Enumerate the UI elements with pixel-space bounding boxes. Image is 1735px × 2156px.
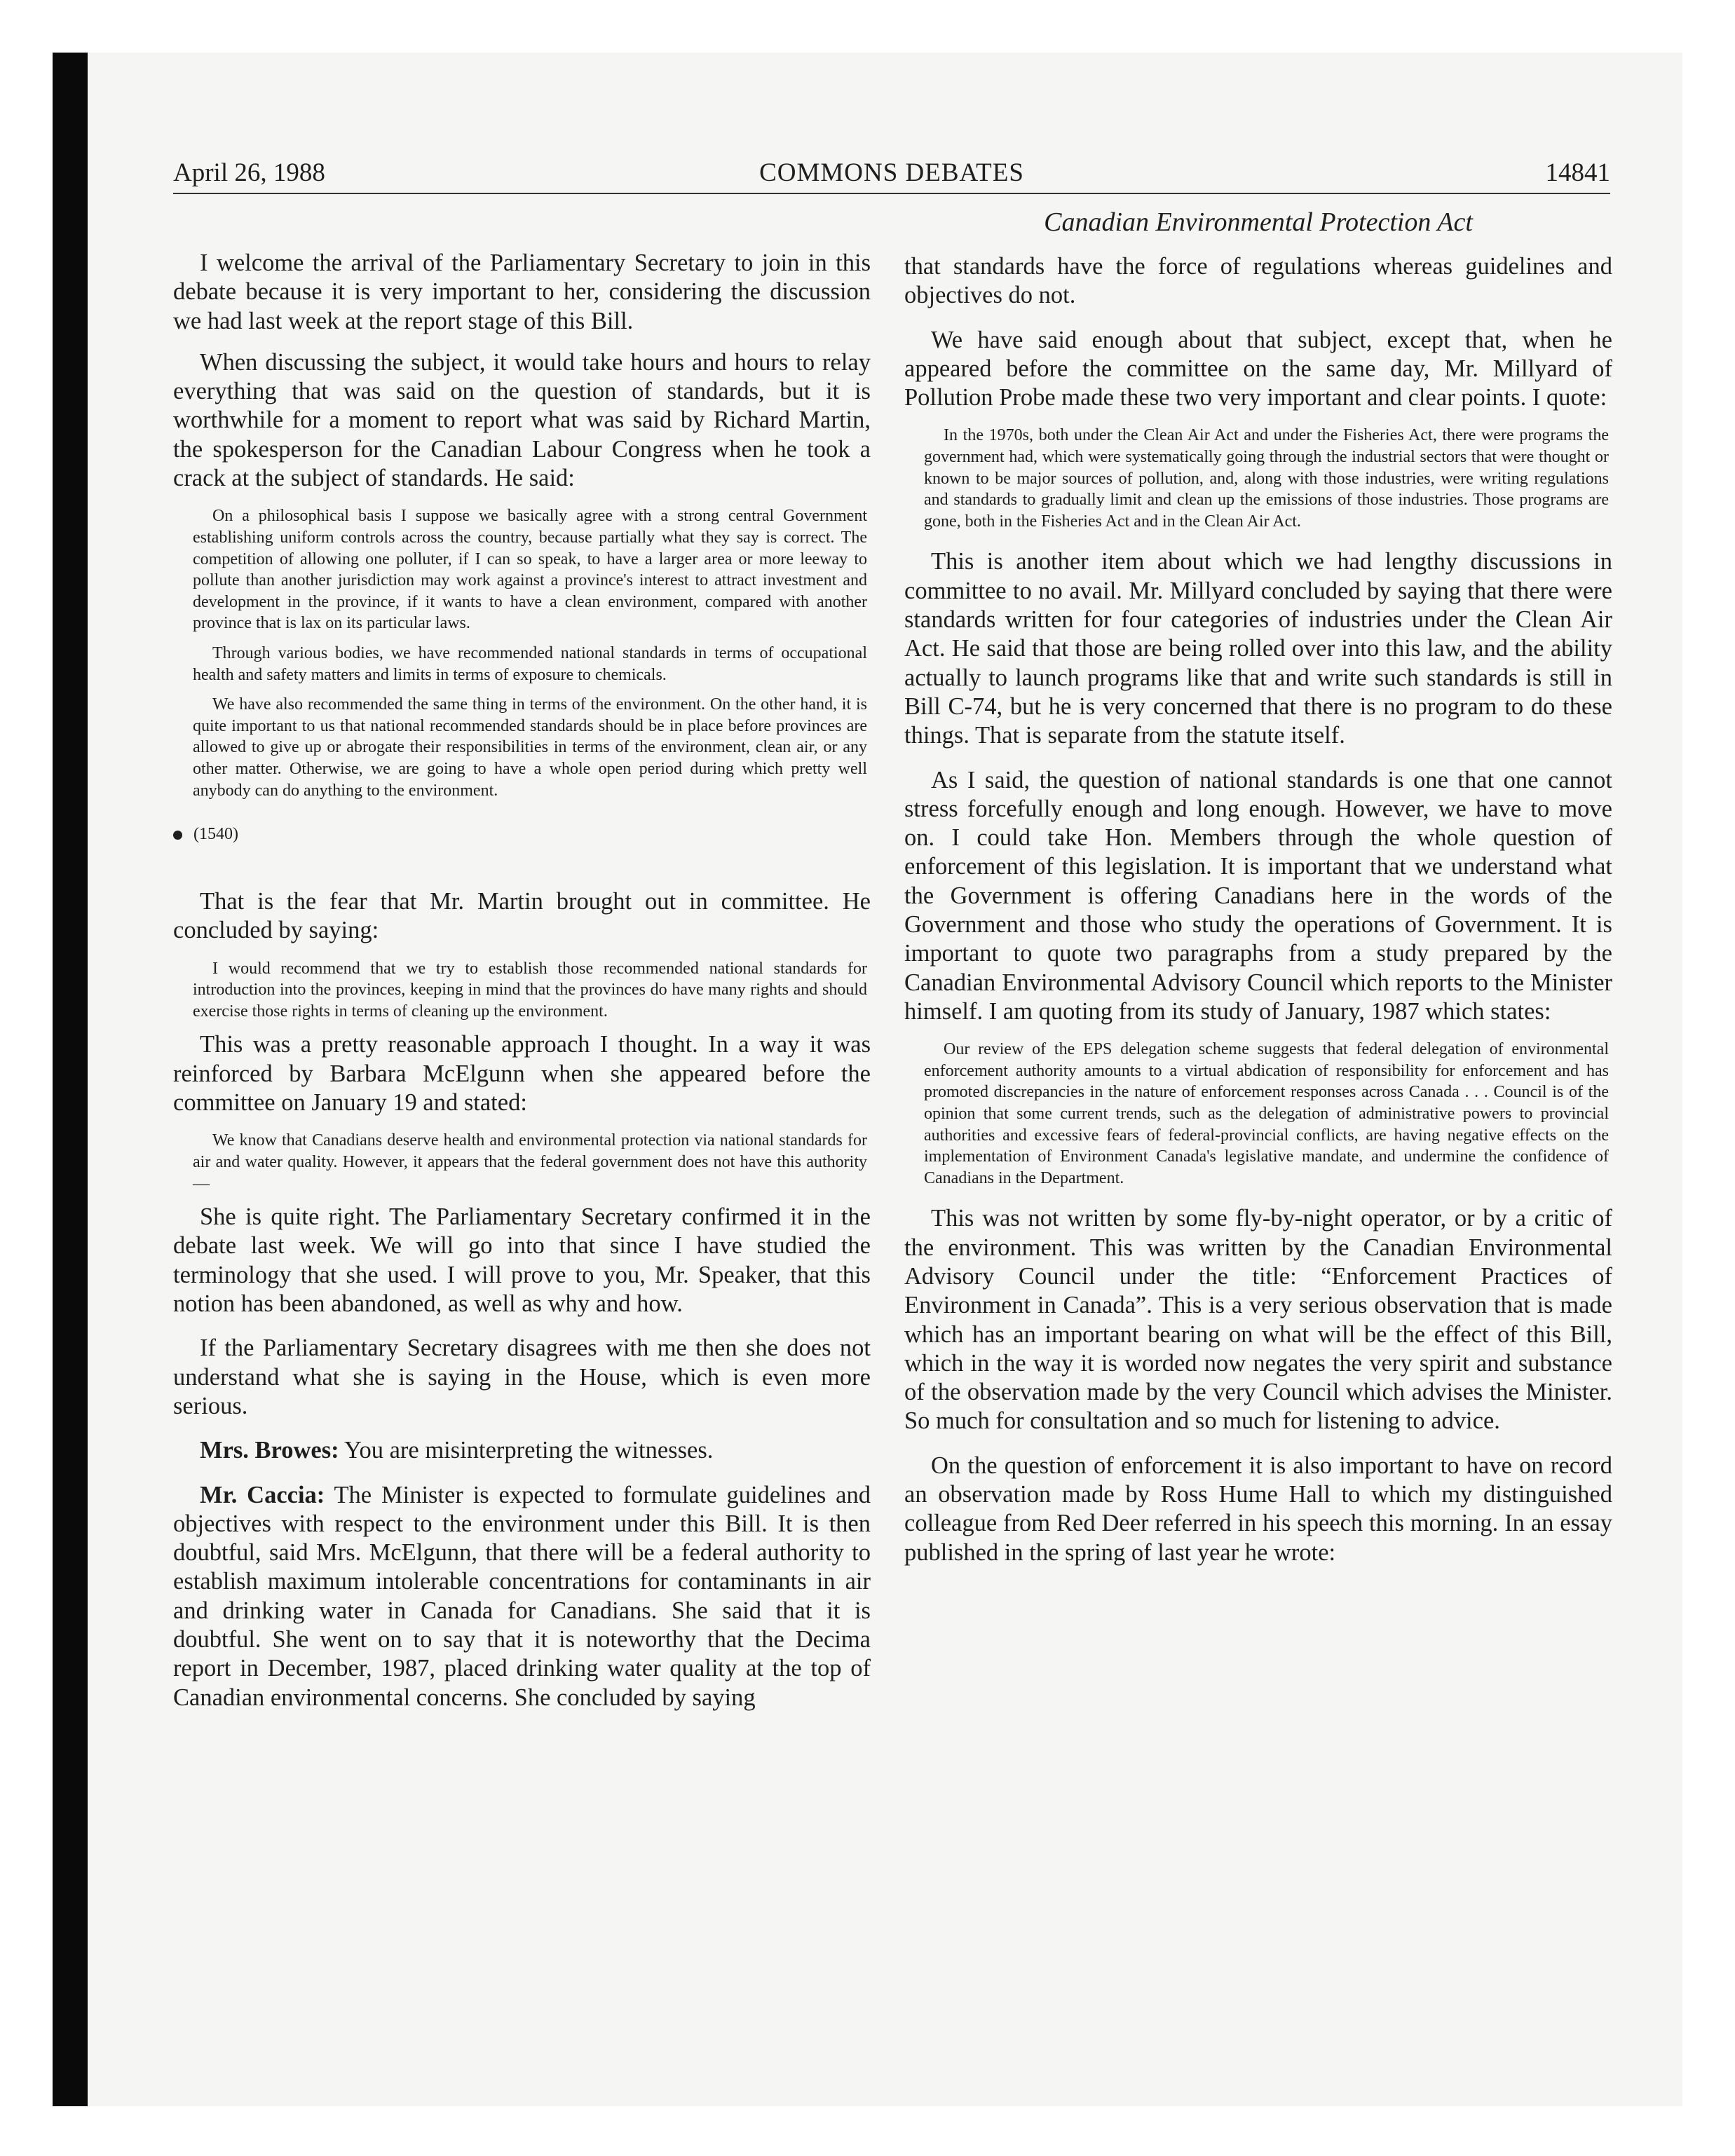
paragraph: that standards have the force of regulations whereas guidelines and objectives do not. (904, 253, 1612, 309)
scan-edge-bar (53, 53, 88, 2106)
page-header (173, 158, 1610, 194)
header-date: April 26, 1988 (173, 158, 325, 187)
right-column (904, 252, 1612, 1580)
paragraph: This was a pretty reasonable approach I thought. In a way it was reinforced by Barbara McElgunn when she appeared before the committee on January 19 and stated: (173, 1031, 871, 1117)
paragraph: That is the fear that Mr. Martin brought out in committee. He concluded by saying: (173, 888, 871, 944)
header-title: COMMONS DEBATES (759, 158, 1024, 187)
left-column (173, 249, 871, 1725)
block-quote: On a philosophical basis I suppose we basically agree with a strong central Government establishing uniform controls across the country, because partially what they say is correct. The competition of allowing one polluter, if I can so speak, to have a larger area or more leeway to pollute than another jurisdiction may work against a province's interest to attract investment and development in the province, if it wants to have a clean environment, compared with another province that is lax on its particular laws. (193, 507, 867, 633)
paragraph: This was not written by some fly-by-night operator, or by a critic of the environment. This was written by the Canadian Environmental Advisory Council under the title: “Enforcement Practices of Environment in Canada”. This is a very serious observation that is made which has an important bearing on what will be the effect of this Bill, which in the way it is worded now negates the very spirit and substance of the observation made by the very Council which advises the Minister. So much for consultation and so much for listening to advice. (904, 1205, 1612, 1435)
time-marker-text: (1540) (193, 825, 238, 844)
block-quote: Through various bodies, we have recommended national standards in terms of occupational health and safety matters and limits in terms of exposure to chemicals. (193, 643, 867, 684)
paragraph: On the question of enforcement it is also important to have on record an observation made by Ross Hume Hall to which my distinguished colleague from Red Deer referred in his speech this morning. In an essay published in the spring of last year he wrote: (904, 1452, 1612, 1566)
speaker-name: Mr. Caccia: (200, 1481, 325, 1508)
speech-browes (173, 1436, 871, 1465)
paragraph: We have said enough about that subject, except that, when he appeared before the committee on the same day, Mr. Millyard of Pollution Probe made these two very important and clear points. I quote: (904, 326, 1612, 411)
paragraph: If the Parliamentary Secretary disagrees with me then she does not understand what she is saying in the House, which is even more serious. (173, 1335, 871, 1419)
block-quote: We know that Canadians deserve health and environmental protection via national standards for air and water quality. However, it appears that the federal government does not have this authority— (193, 1131, 867, 1193)
paragraph: I welcome the arrival of the Parliamentary Secretary to join in this debate because it is very important to her, considering the discussion we had last week at the report stage of this Bill. (173, 250, 871, 334)
paragraph: As I said, the question of national standards is one that one cannot stress forcefully enough and long enough. However, we have to move on. I could take Hon. Members through the whole question of enforcement of this legislation. It is important that we understand what the Government is offering Canadians here in the words of the Government and those who study the operations of Government. It is important to quote two paragraphs from a study prepared by the Canadian Environmental Advisory Council which reports to the Minister himself. I am quoting from its study of January, 1987 which states: (904, 766, 1612, 1025)
bullet-icon (173, 831, 182, 840)
speech-text: You are misinterpreting the witnesses. (339, 1437, 714, 1464)
block-quote: Our review of the EPS delegation scheme suggests that federal delegation of environmental enforcement authority amounts to a virtual abdication of responsibility for enforcement and has promoted discrepancies in the nature of enforcement responses across Canada . . . Council is of the opinion that some current trends, such as the delegation of administrative powers to provincial authorities and excessive fears of federal-provincial conflicts, are having negative effects on the implementation of Environment Canada's legislative mandate, and undermine the confidence of Canadians in the Department. (924, 1040, 1609, 1187)
header-page-number: 14841 (1545, 158, 1610, 187)
paragraph: She is quite right. The Parliamentary Secretary confirmed it in the debate last week. We will go into that since I have studied the terminology that she used. I will prove to you, Mr. Speaker, that this notion has been abandoned, as well as why and how. (173, 1203, 871, 1318)
speech-text: The Minister is expected to formulate guidelines and objectives with respect to the environment under this Bill. It is then doubtful, said Mrs. McElgunn, that there will be a federal authority to establish maximum intolerable concentrations for contaminants in air and drinking water in Canada for Canadians. She said that it is doubtful. She went on to say that it is noteworthy that the Decima report in December, 1987, placed drinking water quality at the top of Canadian environmental concerns. She concluded by saying (173, 1481, 871, 1711)
paragraph: This is another item about which we had lengthy discussions in committee to no avail. Mr. Millyard concluded by saying that there were standards written for four categories of industries under the Clean Air Act. He said that those are being rolled over into this law, and the ability actually to launch programs like that and write such standards is still in Bill C-74, but he is very concerned that there is no program to do these things. That is separate from the statute itself. (904, 548, 1612, 749)
block-quote: We have also recommended the same thing in terms of the environment. On the other hand, it is quite important to us that national recommended standards should be in place before provinces are allowed to give up or abrogate their responsibilities in terms of the environment, clean air, or any other matter. Otherwise, we are going to have a whole open period during which pretty well anybody can do anything to the environment. (193, 695, 867, 800)
paragraph: When discussing the subject, it would take hours and hours to relay everything that was said on the question of standards, but it is worthwhile for a moment to report what was said by Richard Martin, the spokesperson for the Canadian Labour Congress when he took a crack at the subject of standards. He said: (173, 348, 871, 492)
speaker-name: Mrs. Browes: (200, 1437, 339, 1464)
block-quote: I would recommend that we try to establish those recommended national standards for introduction into the provinces, keeping in mind that the provinces do have many rights and should exercise those rights in terms of cleaning up the environment. (193, 959, 867, 1021)
time-marker (173, 825, 871, 844)
speech-caccia (173, 1481, 871, 1712)
running-title: Canadian Environmental Protection Act (1044, 207, 1473, 237)
block-quote: In the 1970s, both under the Clean Air Act and under the Fisheries Act, there were programs the government had, which were systematically going through the industrial sectors that were thought or known to be major sources of pollution, and, along with those industries, were writing regulations and standards to gradually limit and clean up the emissions of those industries. Those programs are gone, both in the Fisheries Act and in the Clean Air Act. (924, 426, 1609, 531)
